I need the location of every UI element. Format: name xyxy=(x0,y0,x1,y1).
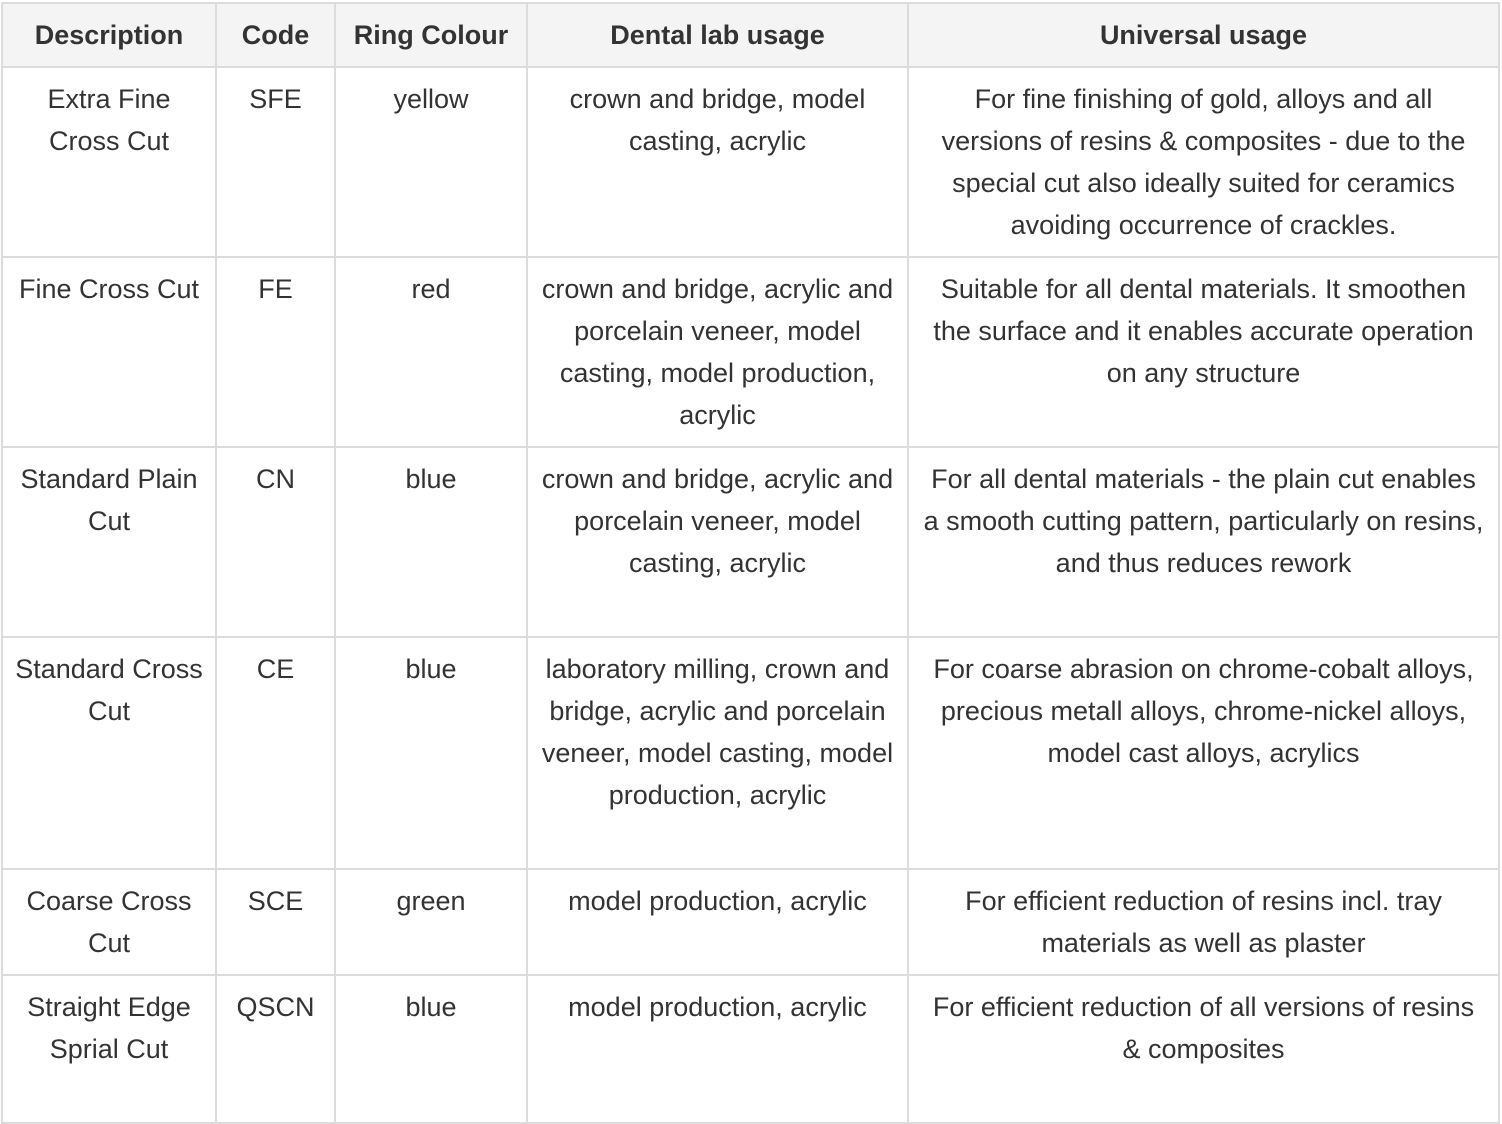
table-row xyxy=(2,637,1499,869)
cell-ring-colour: blue xyxy=(335,447,527,637)
header-universal-usage: Universal usage xyxy=(908,3,1499,67)
table-row xyxy=(2,67,1499,257)
cell-universal-usage: For fine finishing of gold, alloys and all versions of resins & composites - due to the special cut also ideally suited for ceramics avoiding occurrence of crackles. xyxy=(908,67,1499,257)
table-row xyxy=(2,447,1499,637)
table-row xyxy=(2,869,1499,975)
cell-dental-lab-usage: model production, acrylic xyxy=(527,975,908,1123)
cell-code: QSCN xyxy=(216,975,335,1123)
table-row xyxy=(2,975,1499,1123)
cell-code: SFE xyxy=(216,67,335,257)
cell-universal-usage: For coarse abrasion on chrome-cobalt alloys, precious metall alloys, chrome-nickel alloys, model cast alloys, acrylics xyxy=(908,637,1499,869)
cell-code: CN xyxy=(216,447,335,637)
table-body xyxy=(2,67,1499,1123)
header-dental-lab-usage: Dental lab usage xyxy=(527,3,908,67)
header-code: Code xyxy=(216,3,335,67)
cell-code: FE xyxy=(216,257,335,447)
cell-dental-lab-usage: crown and bridge, acrylic and porcelain veneer, model casting, model production, acrylic xyxy=(527,257,908,447)
cell-description: Straight Edge Sprial Cut xyxy=(2,975,216,1123)
cell-universal-usage: For efficient reduction of resins incl. tray materials as well as plaster xyxy=(908,869,1499,975)
cell-code: SCE xyxy=(216,869,335,975)
cell-dental-lab-usage: laboratory milling, crown and bridge, acrylic and porcelain veneer, model casting, model production, acrylic xyxy=(527,637,908,869)
cell-description: Standard Cross Cut xyxy=(2,637,216,869)
cell-dental-lab-usage: model production, acrylic xyxy=(527,869,908,975)
cell-ring-colour: blue xyxy=(335,637,527,869)
cell-universal-usage: For efficient reduction of all versions of resins & composites xyxy=(908,975,1499,1123)
table-row xyxy=(2,257,1499,447)
cell-dental-lab-usage: crown and bridge, acrylic and porcelain veneer, model casting, acrylic xyxy=(527,447,908,637)
header-description: Description xyxy=(2,3,216,67)
cell-description: Coarse Cross Cut xyxy=(2,869,216,975)
product-table xyxy=(1,2,1500,1124)
table-header xyxy=(2,3,1499,67)
cell-ring-colour: green xyxy=(335,869,527,975)
cell-universal-usage: For all dental materials - the plain cut enables a smooth cutting pattern, particularly on resins, and thus reduces rework xyxy=(908,447,1499,637)
cell-ring-colour: red xyxy=(335,257,527,447)
header-row xyxy=(2,3,1499,67)
cell-description: Extra Fine Cross Cut xyxy=(2,67,216,257)
cell-description: Fine Cross Cut xyxy=(2,257,216,447)
cell-description: Standard Plain Cut xyxy=(2,447,216,637)
cell-universal-usage: Suitable for all dental materials. It smoothen the surface and it enables accurate operation on any structure xyxy=(908,257,1499,447)
cell-ring-colour: blue xyxy=(335,975,527,1123)
cell-ring-colour: yellow xyxy=(335,67,527,257)
cell-code: CE xyxy=(216,637,335,869)
cell-dental-lab-usage: crown and bridge, model casting, acrylic xyxy=(527,67,908,257)
header-ring-colour: Ring Colour xyxy=(335,3,527,67)
